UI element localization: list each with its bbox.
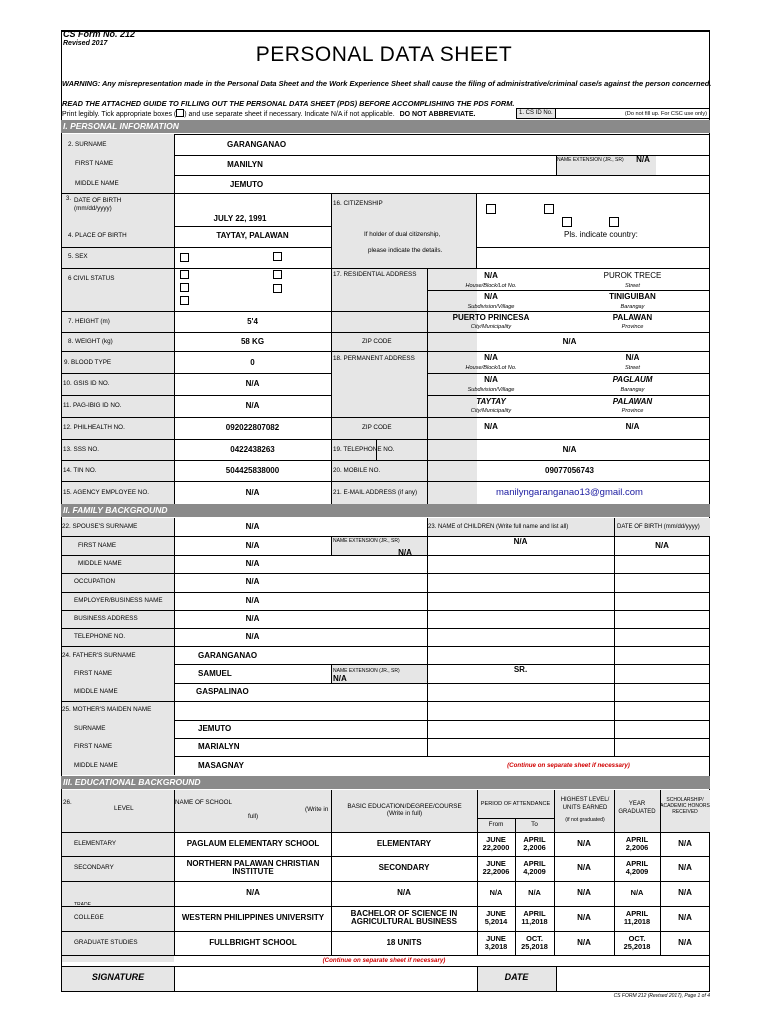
family-continue-note: (Continue on separate sheet if necessary) xyxy=(507,762,630,769)
edu-units-3[interactable]: N/A xyxy=(577,913,591,922)
page-title: PERSONAL DATA SHEET xyxy=(255,43,513,66)
permanent-label: 18. PERMANENT ADDRESS xyxy=(333,355,415,362)
gsis-label: 10. GSIS ID NO. xyxy=(63,380,110,387)
edu-to-4[interactable]: OCT. 25,2018 xyxy=(521,934,548,951)
sex-label: 5. SEX xyxy=(68,253,88,260)
sss-value[interactable]: 0422438263 xyxy=(230,445,275,454)
first-name-label: FIRST NAME xyxy=(75,160,114,167)
edu-course-4[interactable]: 18 UNITS xyxy=(386,938,422,947)
sex-female-checkbox[interactable] xyxy=(273,252,282,261)
business-tel-label: TELEPHONE NO. xyxy=(74,633,126,640)
spouse-middle-value[interactable]: N/A xyxy=(245,559,260,568)
perm-prov-caption: Province xyxy=(621,408,644,414)
edu-year-1[interactable]: APRIL 4,2009 xyxy=(625,859,649,876)
edu-level-3: COLLEGE xyxy=(74,914,104,921)
edu-school-header: NAME OF SCHOOL xyxy=(175,799,233,806)
weight-value[interactable]: 58 KG xyxy=(240,337,265,346)
children-dob-value[interactable]: N/A xyxy=(655,541,669,550)
surname-label: 2. SURNAME xyxy=(68,141,107,148)
section-family-background: II. FAMILY BACKGROUND xyxy=(61,504,710,517)
spouse-surname-label: 22. SPOUSE'S SURNAME xyxy=(62,523,138,530)
edu-from-2[interactable]: N/A xyxy=(489,888,503,897)
edu-level-1: SECONDARY xyxy=(74,864,114,871)
res-subd-value[interactable]: N/A xyxy=(484,292,498,301)
mobile-value[interactable]: 09077056743 xyxy=(545,466,594,475)
business-address-label: BUSINESS ADDRESS xyxy=(74,615,138,622)
res-city-caption: City/Municipality xyxy=(470,324,512,330)
mother-middle-label: MIDDLE NAME xyxy=(74,762,118,769)
mother-first-label: FIRST NAME xyxy=(74,743,113,750)
res-street-value[interactable]: PUROK TRECE xyxy=(603,271,662,280)
father-first-label: FIRST NAME xyxy=(74,670,113,677)
edu-honors-2[interactable]: N/A xyxy=(678,888,692,897)
spouse-ext-label: NAME EXTENSION (JR., SR) xyxy=(333,538,400,544)
res-brgy-caption: Barangay xyxy=(620,304,645,310)
dob-label: DATE OF BIRTH (mm/dd/yyyy) xyxy=(74,197,122,212)
mother-middle-value[interactable]: MASAGNAY xyxy=(198,761,244,770)
pob-value[interactable]: TAYTAY, PALAWAN xyxy=(216,231,289,240)
citizen-birth-checkbox[interactable] xyxy=(562,217,572,227)
height-label: 7. HEIGHT (m) xyxy=(68,318,110,325)
blood-label: 9. BLOOD TYPE xyxy=(64,359,112,366)
civil-single-checkbox[interactable] xyxy=(180,270,189,279)
edu-num: 26. xyxy=(63,799,72,806)
edu-from-1[interactable]: JUNE 22,2006 xyxy=(482,859,510,876)
res-brgy-value[interactable]: TINIGUIBAN xyxy=(609,292,656,301)
res-zip-label: ZIP CODE xyxy=(362,338,392,345)
weight-label: 8. WEIGHT (kg) xyxy=(68,338,113,345)
edu-from-4[interactable]: JUNE 3,2018 xyxy=(484,934,508,951)
warning-text: WARNING: Any misrepresentation made in the Personal Data Sheet and the Work Experience Sheet shall cause the filing of administrative/criminal case/s against the person concerned. xyxy=(62,79,712,88)
father-ext-value[interactable]: N/A xyxy=(333,674,347,683)
perm-zip-value-2[interactable]: N/A xyxy=(625,422,640,431)
spouse-first-value[interactable]: N/A xyxy=(245,541,260,550)
philhealth-value[interactable]: 092022807082 xyxy=(225,423,280,432)
middle-name-value[interactable]: JEMUTO xyxy=(229,180,264,189)
read-guide-text: READ THE ATTACHED GUIDE TO FILLING OUT THE PERSONAL DATA SHEET (PDS) BEFORE ACCOMPLISHING THE PDS FORM. xyxy=(62,99,515,108)
print-note-b: ) and use separate sheet if necessary. Indicate N/A if not applicable. xyxy=(184,111,395,118)
civil-other-checkbox[interactable] xyxy=(180,296,189,305)
spouse-first-label: FIRST NAME xyxy=(78,542,117,549)
edu-school-4[interactable]: FULLBRIGHT SCHOOL xyxy=(209,938,297,947)
edu-course-2[interactable]: N/A xyxy=(397,888,411,897)
cs-id-label: 1. CS ID No. xyxy=(516,108,556,119)
edu-course-1[interactable]: SECONDARY xyxy=(378,863,430,872)
print-note xyxy=(62,109,475,118)
edu-school-header-2: (Write in xyxy=(305,806,329,813)
edu-level-2: TRADE xyxy=(74,902,91,905)
spouse-surname-value[interactable]: N/A xyxy=(245,522,260,531)
edu-course-0[interactable]: ELEMENTARY xyxy=(376,839,432,848)
edu-period-header: PERIOD OF ATTENDANCE xyxy=(480,801,551,807)
occupation-value[interactable]: N/A xyxy=(245,577,260,586)
agency-no-label: 15. AGENCY EMPLOYEE NO. xyxy=(63,489,149,496)
edu-honors-0[interactable]: N/A xyxy=(678,839,692,848)
res-city-value[interactable]: PUERTO PRINCESA xyxy=(452,313,530,322)
page-footer-note: CS FORM 212 (Revised 2017), Page 1 of 4 xyxy=(613,993,710,999)
tin-label: 14. TIN NO. xyxy=(63,467,97,474)
edu-level-0: ELEMENTARY xyxy=(74,840,117,847)
edu-school-1[interactable]: NORTHERN PALAWAN CHRISTIAN INSTITUTE xyxy=(186,859,320,876)
edu-year-header: YEAR GRADUATED xyxy=(618,801,656,815)
children-value[interactable]: N/A xyxy=(513,537,528,546)
res-house-value[interactable]: N/A xyxy=(484,271,498,280)
perm-subd-value[interactable]: N/A xyxy=(484,375,498,384)
email-label: 21. E-MAIL ADDRESS (if any) xyxy=(333,489,418,496)
mother-surname-value[interactable]: JEMUTO xyxy=(198,724,232,733)
spouse-middle-label: MIDDLE NAME xyxy=(78,560,122,567)
edu-units-4[interactable]: N/A xyxy=(577,938,591,947)
perm-prov-value[interactable]: PALAWAN xyxy=(612,397,653,406)
section-educational-background: III. EDUCATIONAL BACKGROUND xyxy=(61,776,710,789)
agency-no-value[interactable]: N/A xyxy=(245,488,260,497)
occupation-label: OCCUPATION xyxy=(74,578,116,585)
mother-label: 25. MOTHER'S MAIDEN NAME xyxy=(62,706,152,713)
gsis-value[interactable]: N/A xyxy=(245,379,260,388)
edu-level-header: LEVEL xyxy=(114,805,134,812)
edu-units-0[interactable]: N/A xyxy=(577,839,591,848)
perm-brgy-value[interactable]: PAGLAUM xyxy=(612,375,653,384)
pagibig-label: 11. PAG-IBIG ID NO. xyxy=(63,402,122,409)
edu-course-3[interactable]: BACHELOR OF SCIENCE IN AGRICULTURAL BUSINESS xyxy=(350,909,458,926)
res-subd-caption: Subdivision/Village xyxy=(467,304,515,310)
pob-label: 4. PLACE OF BIRTH xyxy=(68,232,127,239)
edu-units-2[interactable]: N/A xyxy=(577,888,591,897)
perm-zip-value-1[interactable]: N/A xyxy=(484,422,498,431)
label-column-bg-right xyxy=(331,194,477,504)
middle-name-label: MIDDLE NAME xyxy=(75,180,119,187)
edu-units-header-2: (if not graduated) xyxy=(565,817,605,823)
name-ext-value[interactable]: N/A xyxy=(636,155,650,164)
tick-box-sample xyxy=(176,109,184,117)
edu-from-3[interactable]: JUNE 5,2014 xyxy=(484,909,508,926)
edu-from-0[interactable]: JUNE 22,2000 xyxy=(482,835,510,852)
edu-to-1[interactable]: APRIL 4,2009 xyxy=(523,859,546,876)
civil-status-label: 6 CIVIL STATUS xyxy=(68,275,115,282)
civil-separated-checkbox[interactable] xyxy=(273,284,282,293)
dob-num: 3. xyxy=(66,196,72,202)
edu-school-3[interactable]: WESTERN PHILIPPINES UNIVERSITY xyxy=(181,913,325,922)
business-tel-value[interactable]: N/A xyxy=(245,632,260,641)
citizen-naturalization-checkbox[interactable] xyxy=(609,217,619,227)
children-dob-label: DATE OF BIRTH (mm/dd/yyyy) xyxy=(617,524,700,530)
no-abbreviate: DO NOT ABBREVIATE. xyxy=(399,111,476,118)
edu-units-header: HIGHEST LEVEL/ UNITS EARNED xyxy=(560,797,610,811)
edu-to-3[interactable]: APRIL 11,2018 xyxy=(521,909,548,926)
residential-label: 17. RESIDENTIAL ADDRESS xyxy=(333,271,417,278)
edu-year-3[interactable]: APRIL 11,2018 xyxy=(623,909,651,926)
email-value[interactable]: manilyngaranganao13@gmail.com xyxy=(496,487,643,498)
father-middle-label: MIDDLE NAME xyxy=(74,688,118,695)
perm-brgy-caption: Barangay xyxy=(620,387,645,393)
citizen-dual-checkbox[interactable] xyxy=(544,204,554,214)
signature-label: SIGNATURE xyxy=(91,972,145,982)
edu-school-header-3: full) xyxy=(248,813,259,820)
section-personal-information: I. PERSONAL INFORMATION xyxy=(61,120,710,133)
res-street-caption: Street xyxy=(625,283,640,289)
form-revision: Revised 2017 xyxy=(63,40,108,47)
father-middle-value[interactable]: GASPALINAO xyxy=(196,687,249,696)
edu-school-0[interactable]: PAGLAUM ELEMENTARY SCHOOL xyxy=(186,839,320,848)
father-first-value[interactable]: SAMUEL xyxy=(198,669,232,678)
signature-field[interactable] xyxy=(175,967,476,990)
print-note-a: Print legibly. Tick appropriate boxes ( xyxy=(62,111,177,118)
edu-level-4: GRADUATE STUDIES xyxy=(74,939,138,946)
telephone-label: 19. TELEPHONE NO. xyxy=(333,446,395,453)
perm-zip-label: ZIP CODE xyxy=(362,424,392,431)
edu-from-header: From xyxy=(488,821,504,828)
edu-honors-header: SCHOLARSHIP/ ACADEMIC HONORS RECEIVED xyxy=(660,797,710,815)
form-number: CS Form No. 212 xyxy=(63,29,136,39)
employer-value[interactable]: N/A xyxy=(245,596,260,605)
blood-value[interactable]: 0 xyxy=(250,358,255,367)
cs-id-field[interactable]: (Do not fill up. For CSC use only) xyxy=(556,108,710,119)
perm-subd-caption: Subdivision/Village xyxy=(467,387,515,393)
dob-value[interactable]: JULY 22, 1991 xyxy=(213,214,267,223)
dual-note-1: If holder of dual citizenship, xyxy=(364,231,441,238)
edu-course-header-2: (Write in full) xyxy=(386,810,423,817)
edu-honors-4[interactable]: N/A xyxy=(678,938,692,947)
edu-to-2[interactable]: N/A xyxy=(528,888,541,897)
perm-house-caption: House/Block/Lot No. xyxy=(465,365,517,371)
res-prov-caption: Province xyxy=(621,324,644,330)
business-address-value[interactable]: N/A xyxy=(245,614,260,623)
philhealth-label: 12. PHILHEALTH NO. xyxy=(63,424,125,431)
father-ext-label: NAME EXTENSION (JR., SR) xyxy=(333,668,400,674)
edu-year-0[interactable]: APRIL 2,2006 xyxy=(625,835,649,852)
edu-continue-note: (Continue on separate sheet if necessary) xyxy=(322,957,446,964)
date-label: DATE xyxy=(504,972,529,982)
name-ext-label: NAME EXTENSION (JR., SR) xyxy=(557,157,624,163)
civil-married-checkbox[interactable] xyxy=(273,270,282,279)
date-field[interactable] xyxy=(557,967,709,990)
edu-course-header: BASIC EDUCATION/DEGREE/COURSE xyxy=(347,803,462,810)
mobile-label: 20. MOBILE NO. xyxy=(333,467,381,474)
citizen-filipino-checkbox[interactable] xyxy=(486,204,496,214)
mother-surname-label: SURNAME xyxy=(74,725,106,732)
country-note: Pls. indicate country: xyxy=(564,230,638,239)
father-surname-value[interactable]: GARANGANAO xyxy=(198,651,258,660)
perm-house-value[interactable]: N/A xyxy=(484,353,498,362)
surname-value[interactable]: GARANGANAO xyxy=(227,140,287,149)
res-prov-value[interactable]: PALAWAN xyxy=(612,313,653,322)
children-label: 23. NAME of CHILDREN (Write full name and list all) xyxy=(428,524,569,530)
employer-label: EMPLOYER/BUSINESS NAME xyxy=(74,597,163,604)
telephone-value[interactable]: N/A xyxy=(562,445,577,454)
father-surname-label: 24. FATHER'S SURNAME xyxy=(62,652,136,659)
edu-to-header: To xyxy=(531,821,538,828)
spouse-ext-value[interactable]: N/A xyxy=(398,548,412,557)
height-value[interactable]: 5'4 xyxy=(247,317,258,326)
sex-male-checkbox[interactable] xyxy=(180,253,189,262)
edu-honors-3[interactable]: N/A xyxy=(678,913,692,922)
edu-school-2[interactable]: N/A xyxy=(246,888,260,897)
tin-value[interactable]: 504425838000 xyxy=(225,466,280,475)
dual-note-2: please indicate the details. xyxy=(368,247,443,254)
perm-city-value[interactable]: TAYTAY xyxy=(476,397,506,406)
edu-year-2[interactable]: N/A xyxy=(630,888,644,897)
perm-city-caption: City/Municipality xyxy=(470,408,512,414)
mother-first-value[interactable]: MARIALYN xyxy=(198,742,240,751)
pagibig-value[interactable]: N/A xyxy=(245,401,260,410)
edu-honors-1[interactable]: N/A xyxy=(678,863,692,872)
civil-widowed-checkbox[interactable] xyxy=(180,283,189,292)
perm-street-value[interactable]: N/A xyxy=(625,353,640,362)
sss-label: 13. SSS NO. xyxy=(63,446,100,453)
res-house-caption: House/Block/Lot No. xyxy=(465,283,517,289)
perm-street-caption: Street xyxy=(625,365,640,371)
edu-units-1[interactable]: N/A xyxy=(577,863,591,872)
citizenship-label: 16. CITIZENSHIP xyxy=(333,200,383,207)
edu-year-4[interactable]: OCT. 25,2018 xyxy=(623,934,651,951)
father-ext-sr[interactable]: SR. xyxy=(513,665,528,674)
edu-to-0[interactable]: APRIL 2,2006 xyxy=(523,835,546,852)
res-zip-value[interactable]: N/A xyxy=(562,337,577,346)
first-name-value[interactable]: MANILYN xyxy=(227,160,263,169)
